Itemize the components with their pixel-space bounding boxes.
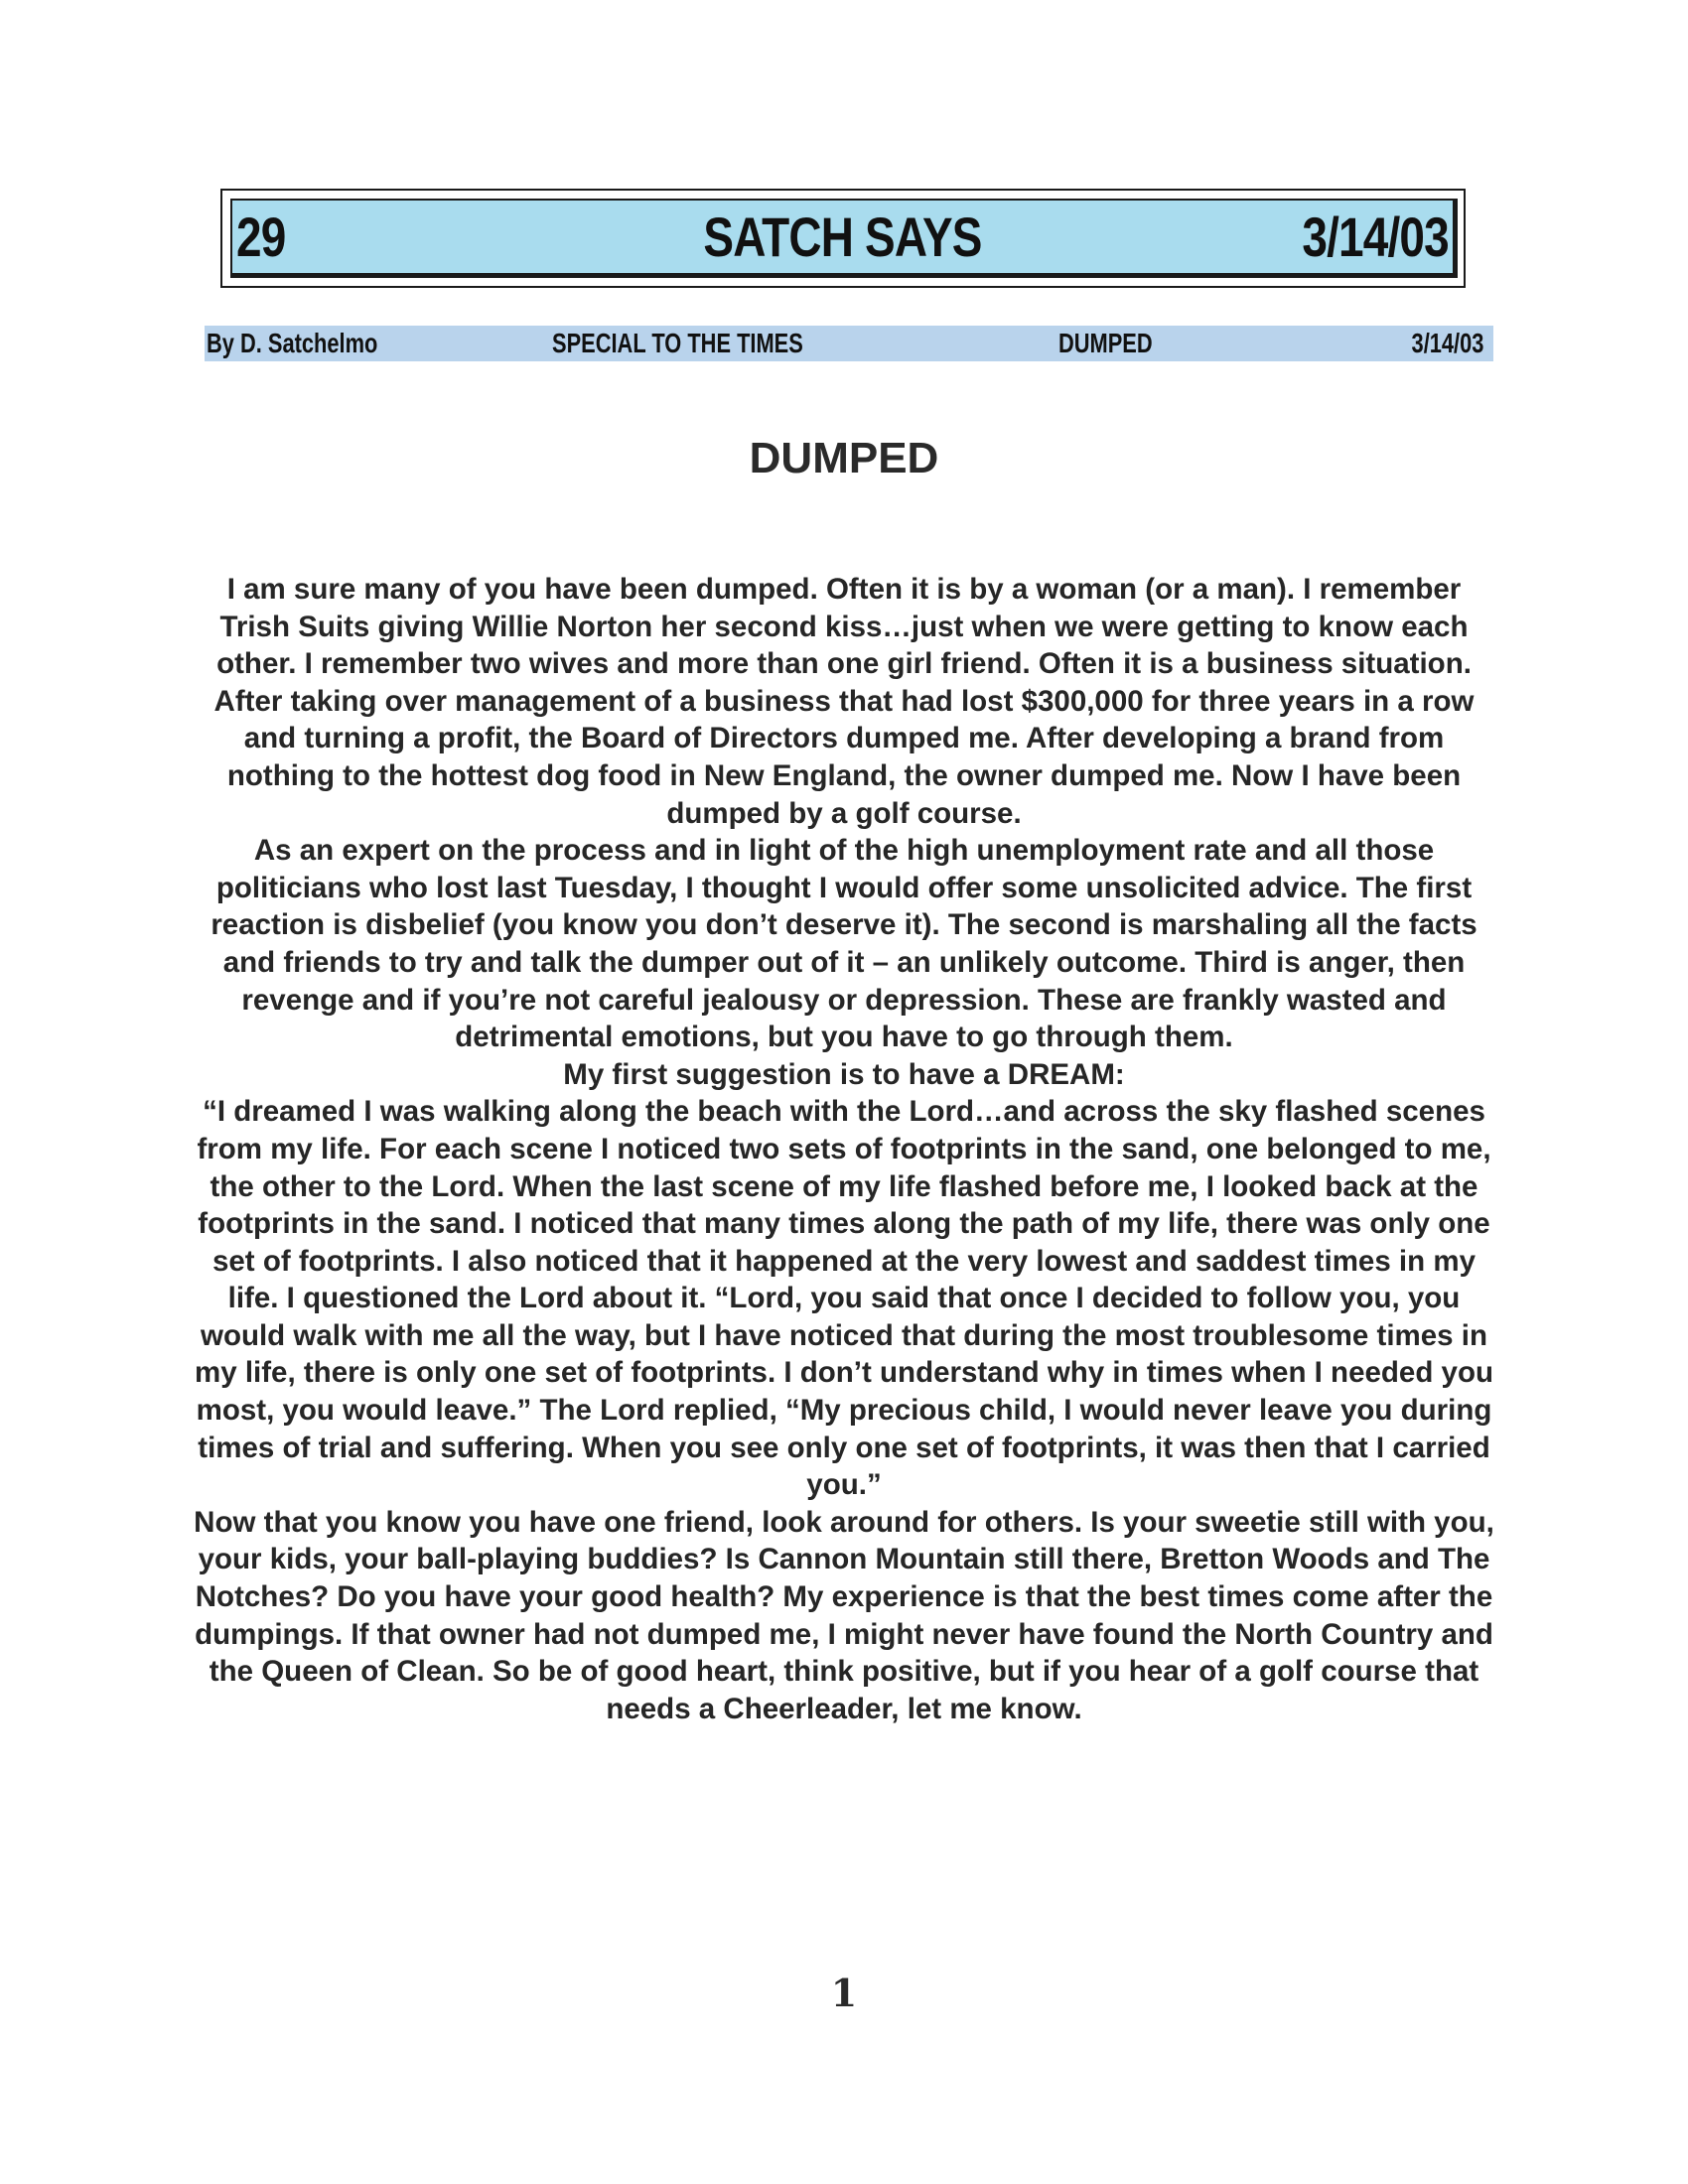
issue-number: 29 [236, 205, 286, 268]
header-banner-fill [230, 199, 1458, 278]
column-title: SATCH SAYS [703, 205, 982, 268]
paragraph: Now that you know you have one friend, look around for others. Is your sweetie still with you, your kids, your ball-playing buddies? Is Cannon Mountain still there, Bretton Woods and The Notches? Do you have your good health? My experience is that the best times come after the dumpings. If that owner had not dumped me, I might never have found the North Country and the Queen of Clean. So be of good heart, think positive, but if you hear of a golf course that needs a Cheerleader, let me know. [194, 1505, 1494, 1725]
issue-date: 3/14/03 [1302, 205, 1449, 268]
byline-author: By D. Satchelmo [207, 328, 378, 358]
byline-strip [205, 326, 1493, 361]
byline-special: SPECIAL TO THE TIMES [552, 328, 803, 358]
byline-date: 3/14/03 [1411, 328, 1483, 358]
byline-topic: DUMPED [1058, 328, 1153, 358]
article-body [189, 571, 1499, 1727]
paragraph: I am sure many of you have been dumped. Often it is by a woman (or a man). I remember Trish Suits giving Willie Norton her second kiss…just when we were getting to know each other. I remember two wives and more than one girl friend. Often it is a business situation. After taking over management of a business that had lost $300,000 for three years in a row and turning a profit, the Board of Directors dumped me. After developing a brand from nothing to the hottest dog food in New England, the owner dumped me. Now I have been dumped by a golf course. [213, 573, 1475, 830]
article-title: DUMPED [749, 434, 939, 482]
paragraph: “I dreamed I was walking along the beach with the Lord…and across the sky flashed scenes from my life. For each scene I noticed two sets of footprints in the sand, one belonged to me, the other to the Lord. When the last scene of my life flashed before me, I looked back at the footprints in the sand. I noticed that many times along the path of my life, there was only one set of footprints. I also noticed that it happened at the very lowest and saddest times in my life. I questioned the Lord about it. “Lord, you said that once I decided to follow you, you would walk with me all the way, but I have noticed that during the most troublesome times in my life, there is only one set of footprints. I don’t understand why in times when I needed you most, you would leave.” The Lord replied, “My precious child, I would never leave you during times of trial and suffering. When you see only one set of footprints, it was then that I carried you.” [195, 1095, 1493, 1502]
paragraph: As an expert on the process and in light of the high unemployment rate and all those politicians who lost last Tuesday, I thought I would offer some unsolicited advice. The first reaction is disbelief (you know you don’t deserve it). The second is marshaling all the facts and friends to try and talk the dumper out of it – an unlikely outcome. Third is anger, then revenge and if you’re not careful jealousy or depression. These are frankly wasted and detrimental emotions, but you have to go through them. [211, 834, 1477, 1054]
header-banner [220, 189, 1466, 288]
paragraph: My first suggestion is to have a DREAM: [563, 1057, 1125, 1091]
page-number: 1 [830, 1971, 858, 2015]
